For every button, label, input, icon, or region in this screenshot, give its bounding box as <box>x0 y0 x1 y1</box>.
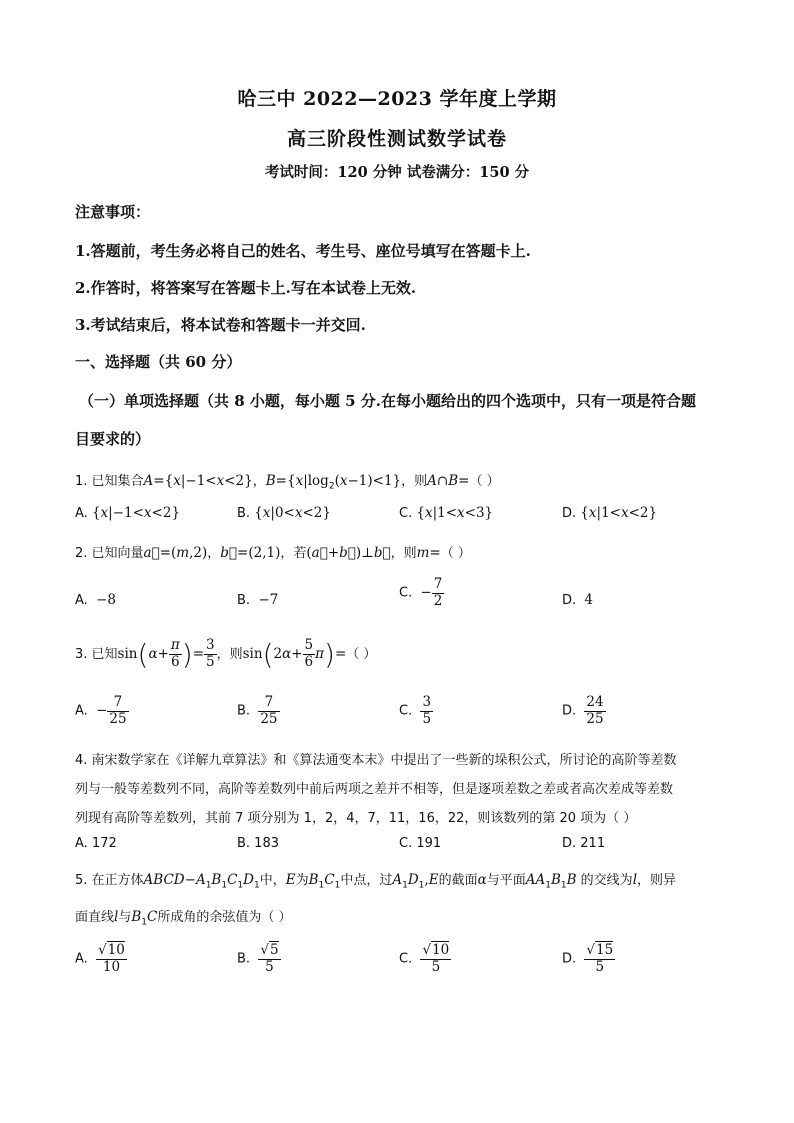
note-item-3: 3.考试结束后，将本试卷和答题卡一并交回. <box>75 316 366 334</box>
question-5-option-c[interactable]: C. $\frac{√10}{5}$ <box>399 942 450 975</box>
question-1-tail: ，则 <box>401 474 428 489</box>
question-1-paren: （ ） <box>469 474 500 489</box>
question-2-option-c[interactable]: C. − $\frac{7}{2}$ <box>399 576 443 609</box>
exam-time-info: 考试时间：120 分钟 试卷满分：150 分 <box>264 164 530 181</box>
section-instruction-line2: 目要求的） <box>75 430 151 448</box>
question-2-stem: 2. 已知向量a⃗=(m,2)，b⃗=(2,1)，若(a⃗+b⃗)⊥b⃗，则m=（ ） <box>75 545 471 561</box>
question-5-option-d[interactable]: D. $\frac{√15}{5}$ <box>562 942 614 975</box>
question-1-option-a[interactable]: A. {x|−1<x<2} <box>75 505 181 521</box>
note-item-1: 1.答题前，考生务必将自己的姓名、考生号、座位号填写在答题卡上. <box>75 242 531 260</box>
question-1-option-b[interactable]: B. {x|0<x<2} <box>237 505 331 521</box>
question-3-stem: 3. 已知sin(α+ $\frac{\pi}{6}$ )= $\frac{3}{5}$ ，则sin(2α+ $\frac{5}{6}$ π)=（ ） <box>75 637 377 671</box>
question-4-option-d[interactable]: D. 211 <box>562 836 606 851</box>
question-4-option-a[interactable]: A. 172 <box>75 836 117 851</box>
question-4-option-c[interactable]: C. 191 <box>399 836 442 851</box>
question-1-stem: 1. 已知集合A={x|−1<x<2}，$B=\{x|\log_2(x-1)<1\}$，则A∩B=（ ） <box>75 473 500 492</box>
question-1-sep: ， <box>252 474 266 489</box>
question-1-set-b: B <box>265 473 276 489</box>
question-3-option-a[interactable]: A. − $\frac{7}{25}$ <box>75 694 127 727</box>
question-5-option-a[interactable]: A. $\frac{√10}{10}$ <box>75 942 125 975</box>
question-1-option-d[interactable]: D. {x|1<x<2} <box>562 505 658 521</box>
question-3-option-c[interactable]: C. $\frac{3}{5}$ <box>399 694 432 727</box>
section-heading: 一、选择题（共 60 分） <box>75 353 242 371</box>
exam-subtitle: 高三阶段性测试数学试卷 <box>286 128 507 150</box>
notes-heading: 注意事项： <box>75 203 151 221</box>
question-1-lead: 1. 已知集合 <box>75 474 144 489</box>
question-3-option-d[interactable]: D. $\frac{24}{25}$ <box>562 694 604 727</box>
question-2-option-d[interactable]: D. 4 <box>562 592 594 608</box>
question-3-option-b[interactable]: B. $\frac{7}{25}$ <box>237 694 278 727</box>
question-2-option-a[interactable]: A. −8 <box>75 592 116 608</box>
question-5-line1: 5. 在正方体$ABCD-A_1B_1C_1D_1$中，E为$B_1C_1$中点，过$A_1D_1,E$的截面α与平面$AA_1B_1B$ 的交线为l，则异 <box>75 872 677 891</box>
exam-title: 哈三中 2022—2023 学年度上学期 <box>237 88 557 110</box>
question-4-line1: 4. 南宋数学家在《详解九章算法》和《算法通变本末》中提出了一些新的垛积公式，所讨论的高阶等差数 <box>75 753 677 768</box>
question-4-line3: 列现有高阶等差数列，其前 7 项分别为 1，2，4，7，11，16，22，则该数列的第 20 项为（ ） <box>75 811 637 826</box>
note-item-2: 2.作答时，将答案写在答题卡上.写在本试卷上无效. <box>75 279 417 297</box>
question-1-option-c[interactable]: C. {x|1<x<3} <box>399 505 494 521</box>
question-2-option-b[interactable]: B. −7 <box>237 592 279 608</box>
question-4-option-b[interactable]: B. 183 <box>237 836 279 851</box>
question-4-line2: 列与一般等差数列不同，高阶等差数列中前后两项之差并不相等，但是逐项差数之差或者高次差成等差数 <box>75 782 674 797</box>
section-instruction-line1: （一）单项选择题（共 8 小题，每小题 5 分.在每小题给出的四个选项中，只有一项是符合题 <box>79 392 696 410</box>
question-5-option-b[interactable]: B. $\frac{√5}{5}$ <box>237 942 279 975</box>
question-2-lead: 2. 已知向量 <box>75 546 144 561</box>
question-1-set-a: A <box>143 473 154 489</box>
question-5-line2: 面直线l与$B_1C$所成角的余弦值为（ ） <box>75 909 292 928</box>
